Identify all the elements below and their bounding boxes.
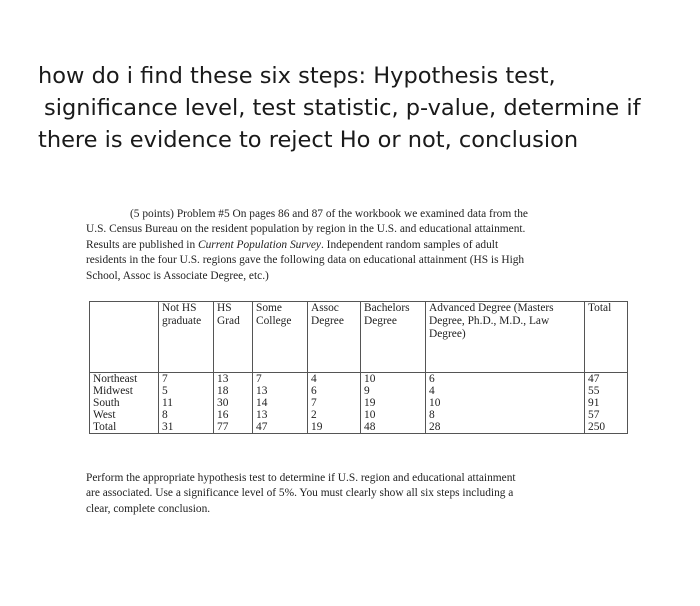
instructions-line-1: Perform the appropriate hypothesis test to determine if U.S. region and educational attainment — [86, 472, 516, 484]
header-advanced-degree: Advanced Degree (Masters Degree, Ph.D., M.D., Law Degree) — [426, 302, 585, 373]
table-row — [90, 385, 628, 397]
header-hs-grad: HS Grad — [214, 302, 253, 373]
table-row — [90, 409, 628, 421]
table-cell: 55 — [585, 385, 628, 397]
publication-title: Current Population Survey — [198, 238, 321, 251]
table-cell: 30 — [214, 397, 253, 409]
row-label: Midwest — [90, 385, 159, 397]
problem-line-3-prefix: Results are published in — [86, 238, 198, 251]
table-cell: 31 — [159, 421, 214, 434]
table-cell: 16 — [214, 409, 253, 421]
table-cell: 8 — [426, 409, 585, 421]
header-assoc-degree: Assoc Degree — [308, 302, 361, 373]
table-cell: 19 — [361, 397, 426, 409]
table-cell: 11 — [159, 397, 214, 409]
question-text — [38, 60, 678, 156]
header-some-college: Some College — [253, 302, 308, 373]
header-not-hs-graduate: Not HS graduate — [159, 302, 214, 373]
problem-line-1: (5 points) Problem #5 On pages 86 and 87 of the workbook we examined data from the — [130, 208, 528, 220]
table-cell: 13 — [253, 409, 308, 421]
table-cell: 13 — [214, 373, 253, 386]
table-row-total — [90, 421, 628, 434]
table-cell: 7 — [159, 373, 214, 386]
table-cell: 7 — [308, 397, 361, 409]
header-total: Total — [585, 302, 628, 373]
table-cell: 19 — [308, 421, 361, 434]
table-cell: 57 — [585, 409, 628, 421]
table-cell: 18 — [214, 385, 253, 397]
table-cell: 8 — [159, 409, 214, 421]
table-row — [90, 373, 628, 386]
row-label: West — [90, 409, 159, 421]
table-cell: 10 — [361, 409, 426, 421]
instructions-line-2: are associated. Use a significance level of 5%. You must clearly show all six steps including a — [86, 487, 514, 500]
question-line-1: how do i find these six steps: Hypothesis test, — [38, 63, 556, 89]
table-cell: 7 — [253, 373, 308, 386]
row-label: Northeast — [90, 373, 159, 386]
table-cell: 91 — [585, 397, 628, 409]
problem-line-5: School, Assoc is Associate Degree, etc.) — [86, 269, 269, 282]
table-cell: 13 — [253, 385, 308, 397]
instructions-line-3: clear, complete conclusion. — [86, 502, 211, 515]
question-line-3: there is evidence to reject Ho or not, conclusion — [38, 127, 579, 153]
table-cell: 6 — [308, 385, 361, 397]
header-bachelors-degree: Bachelors Degree — [361, 302, 426, 373]
row-label: Total — [90, 421, 159, 434]
table-cell: 4 — [308, 373, 361, 386]
problem-line-2: U.S. Census Bureau on the resident population by region in the U.S. and educational attainment. — [86, 223, 526, 236]
problem-line-4: residents in the four U.S. regions gave the following data on educational attainment (HS is High — [86, 254, 525, 267]
table-cell: 4 — [426, 385, 585, 397]
problem-line-3-suffix: . Independent random samples of adult — [320, 238, 499, 251]
table-cell: 47 — [585, 373, 628, 386]
table-cell: 9 — [361, 385, 426, 397]
table-cell: 48 — [361, 421, 426, 434]
table-cell: 6 — [426, 373, 585, 386]
problem-statement — [86, 207, 646, 284]
table-cell: 14 — [253, 397, 308, 409]
table-cell: 250 — [585, 421, 628, 434]
question-line-2: significance level, test statistic, p-value, determine if — [44, 95, 641, 121]
table-cell: 47 — [253, 421, 308, 434]
table-cell: 28 — [426, 421, 585, 434]
table-header-row — [90, 302, 628, 373]
table-cell: 5 — [159, 385, 214, 397]
education-data-table — [89, 301, 628, 434]
instructions — [86, 471, 646, 517]
table-cell: 10 — [426, 397, 585, 409]
row-label: South — [90, 397, 159, 409]
problem-line-3 — [86, 238, 646, 253]
table-row — [90, 397, 628, 409]
header-cell-empty — [90, 302, 159, 373]
table-cell: 2 — [308, 409, 361, 421]
table-cell: 10 — [361, 373, 426, 386]
table-cell: 77 — [214, 421, 253, 434]
